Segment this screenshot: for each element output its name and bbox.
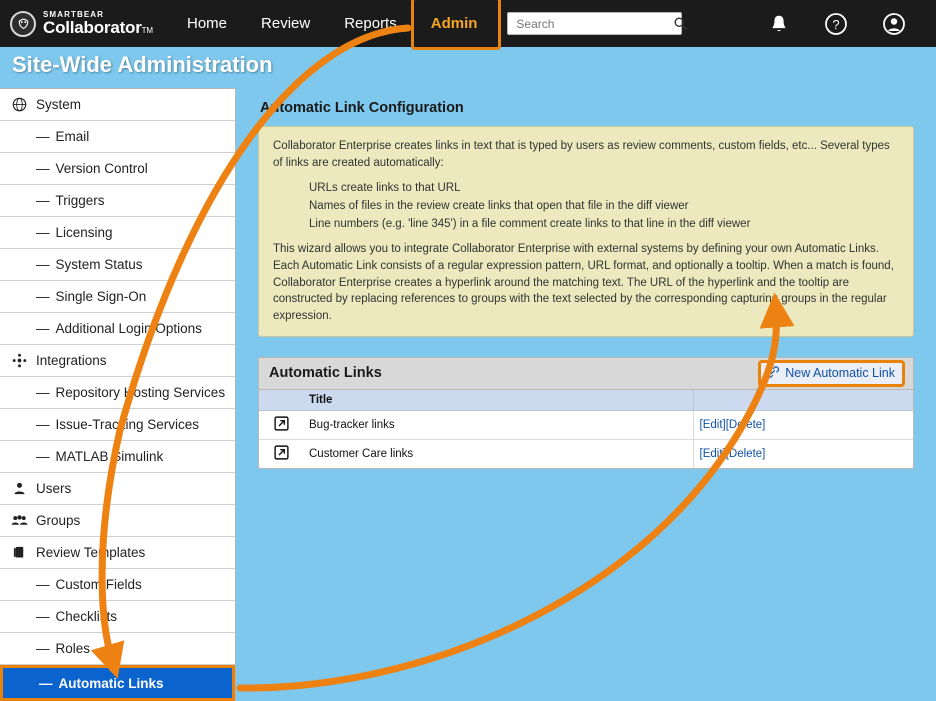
column-title: Title	[303, 390, 693, 411]
sidebar-item-repository-hosting-services[interactable]	[0, 377, 235, 409]
sidebar	[0, 88, 236, 701]
table-row[interactable]	[259, 439, 913, 468]
sidebar-item-label: Licensing	[55, 225, 113, 240]
nav-icon-group	[768, 12, 936, 36]
automatic-links-card	[258, 357, 914, 469]
sidebar-item-users[interactable]	[0, 473, 235, 505]
automatic-links-heading: Automatic Links	[269, 365, 382, 382]
sidebar-item-label: Triggers	[55, 193, 105, 208]
delete-link[interactable]: [Delete]	[725, 418, 766, 431]
sidebar-item-single-sign-on[interactable]	[0, 281, 235, 313]
search-icon[interactable]	[673, 16, 688, 31]
sidebar-item-review-templates[interactable]	[0, 537, 235, 569]
info-panel	[258, 126, 914, 337]
sidebar-item-system-status[interactable]	[0, 249, 235, 281]
sidebar-item-roles[interactable]	[0, 633, 235, 665]
automatic-links-table	[259, 390, 913, 468]
sidebar-dash: —	[36, 289, 50, 304]
help-icon[interactable]	[824, 12, 848, 36]
info-bullet: Line numbers (e.g. 'line 345') in a file comment create links to that line in the diff viewer	[309, 217, 751, 230]
row-actions	[693, 439, 913, 468]
nav-item-admin[interactable]: Admin	[430, 15, 478, 32]
search-input[interactable]	[514, 16, 673, 32]
user-icon[interactable]	[882, 12, 906, 36]
sidebar-dash: —	[36, 257, 50, 272]
row-title: Customer Care links	[309, 447, 414, 460]
info-paragraph-1: Collaborator Enterprise creates links in text that is typed by users as review comments, custom fields, etc... Several types of links are created automatically:	[273, 140, 890, 169]
user-icon	[10, 481, 28, 496]
sidebar-dash: —	[36, 577, 50, 592]
table-header-row	[259, 390, 913, 411]
external-link-icon[interactable]	[259, 410, 303, 439]
globe-icon	[10, 97, 28, 112]
main-content	[236, 88, 936, 701]
edit-link[interactable]: [Edit]	[699, 418, 726, 431]
sidebar-dash: —	[39, 675, 53, 691]
link-icon	[766, 365, 780, 382]
sidebar-item-custom-fields[interactable]	[0, 569, 235, 601]
sidebar-item-label: MATLAB Simulink	[55, 449, 164, 464]
search-box[interactable]	[507, 12, 682, 35]
sidebar-item-system[interactable]	[0, 89, 235, 121]
brand-trademark: TM	[141, 26, 153, 35]
new-automatic-link-label: New Automatic Link	[785, 366, 895, 381]
sidebar-dash: —	[36, 641, 50, 656]
sidebar-dash: —	[36, 193, 50, 208]
delete-link[interactable]: [Delete]	[725, 447, 766, 460]
sidebar-item-integrations[interactable]	[0, 345, 235, 377]
sidebar-item-label: Issue-Tracking Services	[55, 417, 200, 432]
sidebar-item-email[interactable]	[0, 121, 235, 153]
new-automatic-link-button[interactable]	[758, 360, 905, 387]
brand-product-name: Collaborator	[43, 18, 142, 37]
sidebar-item-label: Custom Fields	[55, 577, 142, 592]
row-title: Bug-tracker links	[303, 410, 693, 439]
sidebar-item-label: Automatic Links	[58, 675, 164, 691]
integrations-icon	[10, 353, 28, 368]
sidebar-item-label: Version Control	[55, 161, 148, 176]
sidebar-item-label: System	[36, 97, 82, 112]
sidebar-dash: —	[36, 225, 50, 240]
info-bullet-list	[273, 180, 899, 232]
sidebar-dash: —	[36, 449, 50, 464]
sidebar-item-label: Checklists	[55, 609, 118, 624]
sidebar-item-label: Repository Hosting Services	[55, 385, 226, 400]
sidebar-item-label: Additional Login Options	[55, 321, 202, 336]
external-link-icon[interactable]	[259, 439, 303, 468]
table-row[interactable]	[259, 410, 913, 439]
sidebar-item-label: Integrations	[36, 353, 107, 368]
nav-item-review[interactable]: Review	[261, 15, 311, 32]
nav-item-reports[interactable]: Reports	[344, 15, 397, 32]
sidebar-dash: —	[36, 321, 50, 336]
smartbear-logo-icon	[10, 11, 36, 37]
sidebar-dash: —	[36, 161, 50, 176]
sidebar-item-matlab-simulink[interactable]	[0, 441, 235, 473]
sidebar-item-label: Roles	[55, 641, 91, 656]
section-title: Automatic Link Configuration	[260, 100, 464, 116]
svg-text:?: ?	[832, 16, 840, 32]
sidebar-dash: —	[36, 129, 50, 144]
sidebar-dash: —	[36, 417, 50, 432]
sidebar-item-version-control[interactable]	[0, 153, 235, 185]
brand-company-name: SMARTBEAR	[43, 10, 105, 19]
row-actions	[693, 410, 913, 439]
nav-links	[170, 0, 494, 47]
sidebar-dash: —	[36, 609, 50, 624]
nav-item-home[interactable]: Home	[187, 15, 228, 32]
brand-logo-area[interactable]	[0, 11, 170, 37]
info-paragraph-2: This wizard allows you to integrate Collaborator Enterprise with external systems by defining your own Automatic Links. Each Automatic Link consists of a regular expression pattern, URL format, and optionally a tooltip. When a match is found, Collaborator Enterprise creates a hyperlink around the matching text. The URL of the hyperlink and the tooltip are constructed by replacing references to groups with the text selected by the corresponding capturing groups in the regular expression.	[273, 243, 894, 323]
sidebar-item-automatic-links[interactable]	[0, 665, 235, 701]
column-icon	[259, 390, 303, 411]
sidebar-item-triggers[interactable]	[0, 185, 235, 217]
edit-link[interactable]: [Edit]	[699, 447, 726, 460]
automatic-links-header	[259, 358, 913, 390]
sidebar-item-label: Users	[36, 481, 72, 496]
info-bullet: URLs create links to that URL	[309, 182, 461, 195]
groups-icon	[10, 513, 28, 528]
sidebar-item-label: Single Sign-On	[55, 289, 147, 304]
sidebar-item-checklists[interactable]	[0, 601, 235, 633]
templates-icon	[10, 545, 28, 560]
column-actions	[693, 390, 913, 411]
sidebar-item-groups[interactable]	[0, 505, 235, 537]
sidebar-item-issue-tracking-services[interactable]	[0, 409, 235, 441]
sidebar-item-label: Email	[55, 129, 90, 144]
bell-icon[interactable]	[768, 13, 790, 35]
page-title: Site-Wide Administration	[12, 52, 273, 77]
sidebar-item-label: Groups	[36, 513, 81, 528]
sidebar-item-label: System Status	[55, 257, 143, 272]
sidebar-item-label: Review Templates	[36, 545, 146, 560]
sidebar-item-additional-login-options[interactable]	[0, 313, 235, 345]
top-navigation-bar	[0, 0, 936, 47]
info-bullet: Names of files in the review create links that open that file in the diff viewer	[309, 200, 689, 213]
sidebar-item-licensing[interactable]	[0, 217, 235, 249]
sidebar-dash: —	[36, 385, 50, 400]
